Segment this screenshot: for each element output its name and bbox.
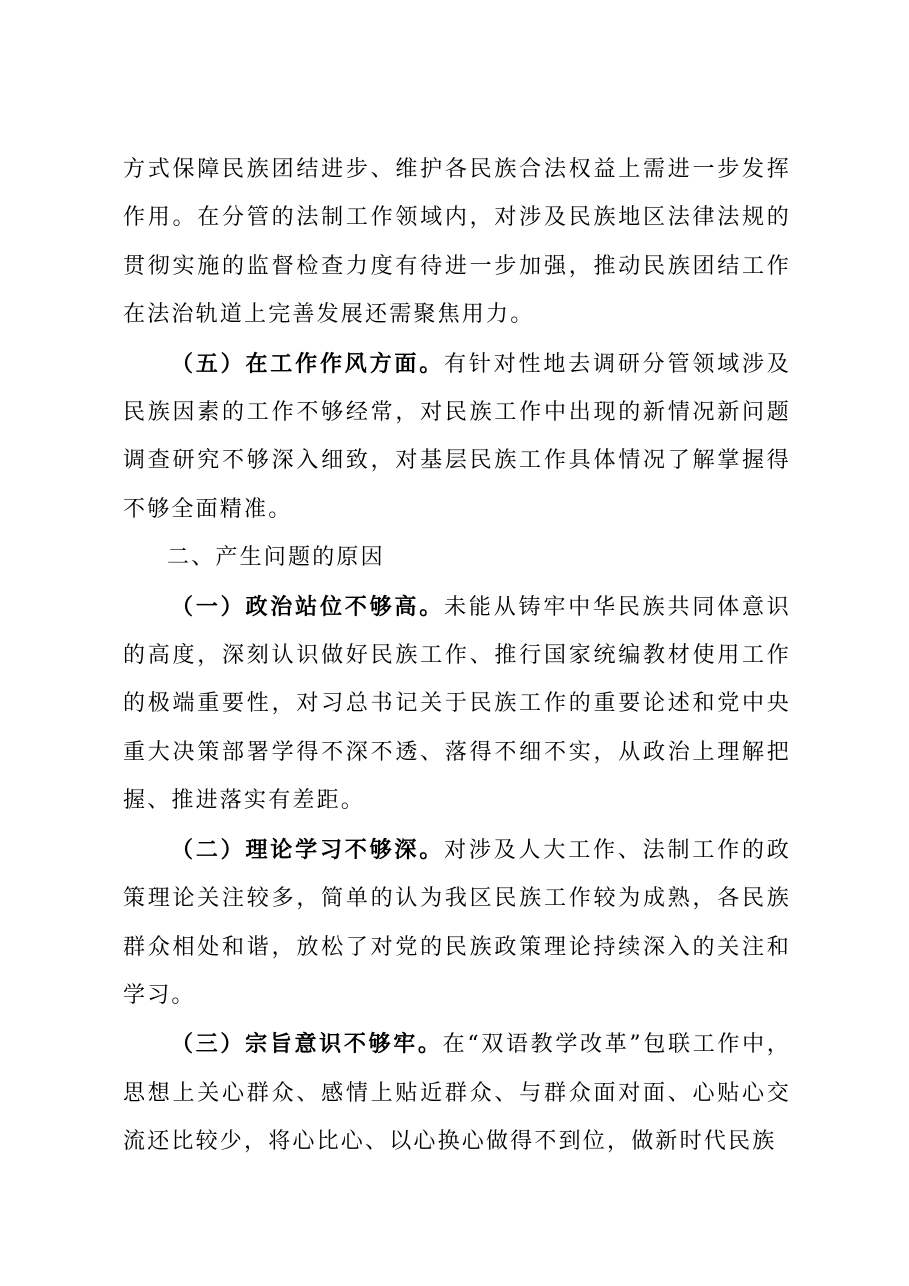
paragraph-purpose-awareness bbox=[123, 1020, 791, 1166]
paragraph-theory-study bbox=[123, 826, 791, 1021]
paragraph-lead: （三）宗旨意识不够牢。 bbox=[171, 1031, 443, 1058]
paragraph-work-style bbox=[123, 340, 791, 535]
paragraph-lead: （一）政治站位不够高。 bbox=[171, 593, 445, 620]
paragraph-text: 方式保障民族团结进步、维护各民族合法权益上需进一步发挥作用。在分管的法制工作领域内，对涉及民族地区法律法规的贯彻实施的监督检查力度有待进一步加强，推动民族团结工作在法治轨道上完善发展还需聚焦用力。 bbox=[123, 157, 791, 328]
paragraph-lead: （二）理论学习不够深。 bbox=[171, 836, 445, 863]
paragraph-lead: （五）在工作作风方面。 bbox=[171, 350, 445, 377]
paragraph-text: 有针对性地去调研分管领域涉及民族因素的工作不够经常，对民族工作中出现的新情况新问题调查研究不够深入细致，对基层民族工作具体情况了解掌握得不够全面精准。 bbox=[123, 351, 791, 522]
paragraph-continuation bbox=[123, 146, 791, 340]
paragraph-political-stance bbox=[123, 583, 791, 826]
document-page bbox=[123, 146, 791, 1167]
paragraph-text: 未能从铸牢中华民族共同体意识的高度，深刻认识做好民族工作、推行国家统编教材使用工作的极端重要性，对习总书记关于民族工作的重要论述和党中央重大决策部署学得不深不透、落得不细不实，从政治上理解把握、推进落实有差距。 bbox=[123, 594, 791, 814]
section-heading bbox=[123, 534, 791, 582]
paragraph-text: 在“双语教学改革”包联工作中，思想上关心群众、感情上贴近群众、与群众面对面、心贴心交流还比较少，将心比心、以心换心做得不到位，做新时代民族 bbox=[123, 1032, 792, 1155]
paragraph-text: 对涉及人大工作、法制工作的政策理论关注较多，简单的认为我区民族工作较为成熟，各民族群众相处和谐，放松了对党的民族政策理论持续深入的关注和学习。 bbox=[123, 837, 791, 1008]
section-heading-text: 二、产生问题的原因 bbox=[167, 545, 385, 571]
